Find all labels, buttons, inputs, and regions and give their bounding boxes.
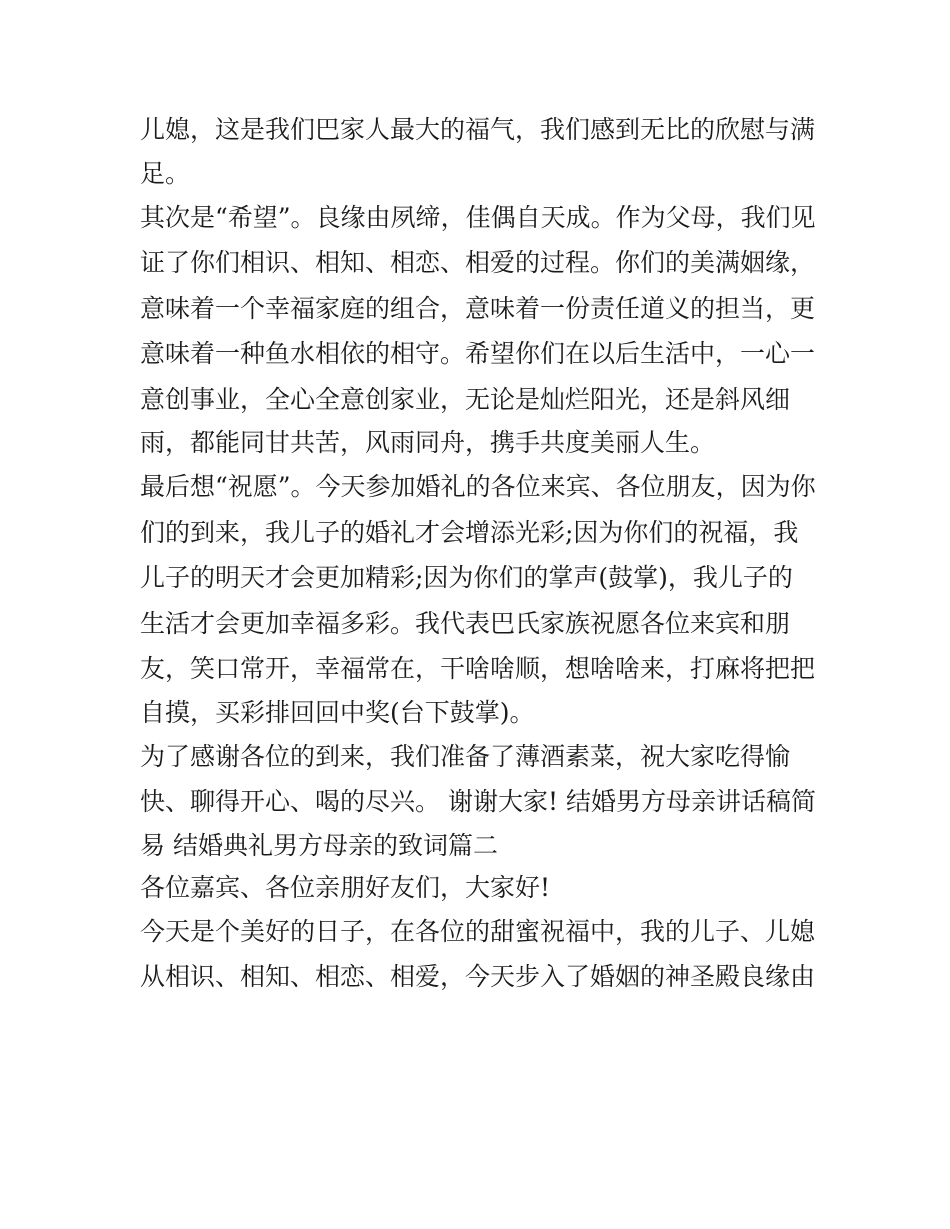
text-line: 儿媳，这是我们巴家人最大的福气，我们感到无比的欣慰与满	[140, 115, 816, 144]
text-line: 最后想“祝愿”。今天参加婚礼的各位来宾、各位朋友，因为你	[140, 472, 816, 501]
text-line: 其次是“希望”。良缘由夙缔，佳偶自天成。作为父母，我们见	[140, 202, 816, 232]
text-line: 今天是个美好的日子，在各位的甜蜜祝福中，我的儿子、儿媳	[140, 916, 816, 946]
text-line: 从相识、相知、相恋、相爱，今天步入了婚姻的神圣殿良缘由	[140, 962, 816, 991]
text-line: 为了感谢各位的到来，我们准备了薄酒素菜，祝大家吃得愉	[140, 741, 791, 771]
text-line: 易 结婚典礼男方母亲的致词篇二	[140, 830, 498, 860]
text-line: 意创事业，全心全意创家业，无论是灿烂阳光，还是斜风细	[140, 384, 791, 414]
text-line: 意味着一种鱼水相依的相守。希望你们在以后生活中，一心一	[140, 339, 816, 368]
text-line: 友，笑口常开，幸福常在，干啥啥顺，想啥啥来，打麻将把把	[140, 654, 816, 683]
text-line: 各位嘉宾、各位亲朋好友们，大家好!	[140, 872, 551, 902]
text-line: 雨，都能同甘共苦，风雨同舟，携手共度美丽人生。	[140, 428, 716, 457]
text-line: 们的到来，我儿子的婚礼才会增添光彩;因为你们的祝福，我	[140, 517, 799, 547]
text-line: 证了你们相识、相知、相恋、相爱的过程。你们的美满姻缘，	[140, 248, 816, 277]
text-line: 意味着一个幸福家庭的组合，意味着一份责任道义的担当，更	[140, 293, 816, 323]
text-line: 生活才会更加幸福多彩。我代表巴氏家族祝愿各位来宾和朋	[140, 608, 791, 638]
document-body	[140, 107, 816, 1000]
text-line: 儿子的明天才会更加精彩;因为你们的掌声(鼓掌)，我儿子的	[140, 563, 793, 592]
text-line: 快、聊得开心、喝的尽兴。 谢谢大家! 结婚男方母亲讲话稿简	[140, 787, 816, 816]
text-line: 自摸，买彩排回回中奖(台下鼓掌)。	[140, 697, 535, 727]
text-line: 足。	[140, 158, 191, 188]
